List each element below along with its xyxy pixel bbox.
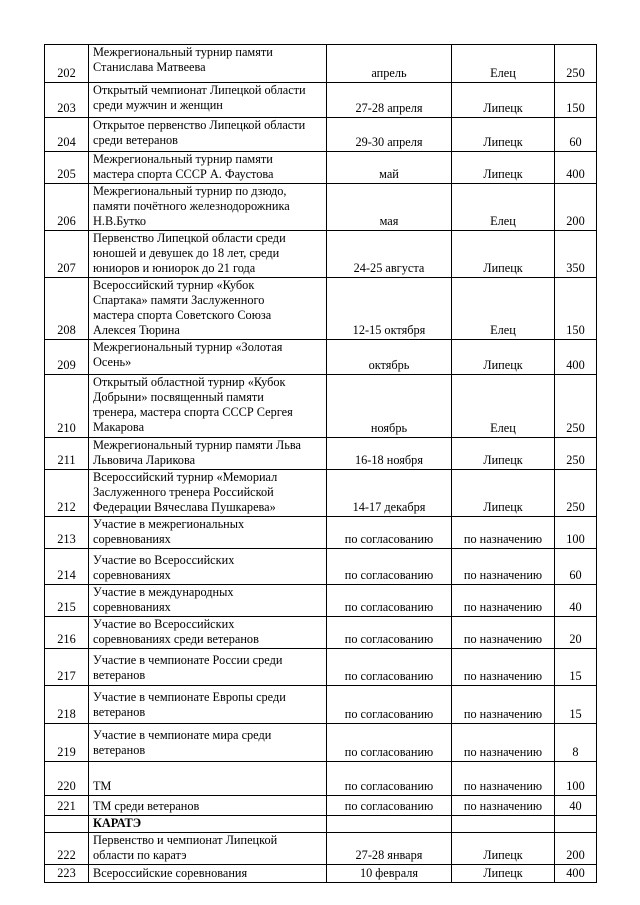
row-number-cell: 211 (45, 438, 89, 470)
event-name-cell: ТМ (89, 762, 327, 796)
row-number-cell: 212 (45, 470, 89, 517)
table-row (45, 375, 597, 438)
event-name-cell: Межрегиональный турнир по дзюдо, памяти почётного железнодорожника Н.В.Бутко (89, 184, 327, 231)
event-date-cell: по согласованию (327, 617, 452, 649)
participants-count-cell: 200 (555, 833, 597, 865)
event-place-cell (452, 816, 555, 833)
event-name-cell: Участие в чемпионате России среди ветеранов (89, 649, 327, 686)
table-row (45, 83, 597, 118)
event-date-cell: по согласованию (327, 724, 452, 762)
event-date-cell: по согласованию (327, 517, 452, 549)
row-number-cell: 205 (45, 152, 89, 184)
event-name-cell: Открытый чемпионат Липецкой области среди мужчин и женщин (89, 83, 327, 118)
event-place-cell: по назначению (452, 724, 555, 762)
event-place-cell: Липецк (452, 340, 555, 375)
event-date-cell: 10 февраля (327, 865, 452, 883)
event-name-cell: Всероссийский турнир «Кубок Спартака» памяти Заслуженного мастера спорта Советского Союза Алексея Тюрина (89, 278, 327, 340)
participants-count-cell: 250 (555, 45, 597, 83)
row-number-cell (45, 816, 89, 833)
event-date-cell: по согласованию (327, 686, 452, 724)
event-name-cell: Участие во Всероссийских соревнованиях среди ветеранов (89, 617, 327, 649)
row-number-cell: 207 (45, 231, 89, 278)
participants-count-cell: 15 (555, 686, 597, 724)
event-name-cell: Участие в международных соревнованиях (89, 585, 327, 617)
table-row (45, 549, 597, 585)
event-place-cell: Липецк (452, 118, 555, 152)
event-name-cell: Участие во Всероссийских соревнованиях (89, 549, 327, 585)
table-row (45, 517, 597, 549)
row-number-cell: 217 (45, 649, 89, 686)
event-date-cell: по согласованию (327, 796, 452, 816)
competition-schedule-table (44, 44, 597, 883)
event-name-cell: Открытое первенство Липецкой области среди ветеранов (89, 118, 327, 152)
event-place-cell: по назначению (452, 617, 555, 649)
table-row (45, 649, 597, 686)
event-date-cell: 12-15 октября (327, 278, 452, 340)
row-number-cell: 208 (45, 278, 89, 340)
event-date-cell: октябрь (327, 340, 452, 375)
table-row (45, 865, 597, 883)
event-date-cell: 27-28 апреля (327, 83, 452, 118)
row-number-cell: 216 (45, 617, 89, 649)
event-place-cell: по назначению (452, 549, 555, 585)
row-number-cell: 220 (45, 762, 89, 796)
participants-count-cell: 350 (555, 231, 597, 278)
table-row (45, 118, 597, 152)
event-place-cell: Липецк (452, 833, 555, 865)
table-row (45, 833, 597, 865)
event-name-cell: Участие в межрегиональных соревнованиях (89, 517, 327, 549)
event-place-cell: по назначению (452, 649, 555, 686)
event-name-cell: ТМ среди ветеранов (89, 796, 327, 816)
event-date-cell: по согласованию (327, 549, 452, 585)
participants-count-cell: 20 (555, 617, 597, 649)
participants-count-cell (555, 816, 597, 833)
row-number-cell: 203 (45, 83, 89, 118)
event-name-cell: Межрегиональный турнир памяти Льва Львовича Ларикова (89, 438, 327, 470)
section-header-row (45, 816, 597, 833)
row-number-cell: 222 (45, 833, 89, 865)
event-date-cell: апрель (327, 45, 452, 83)
table-row (45, 796, 597, 816)
event-place-cell: по назначению (452, 585, 555, 617)
event-place-cell: Елец (452, 375, 555, 438)
participants-count-cell: 250 (555, 438, 597, 470)
table-row (45, 152, 597, 184)
row-number-cell: 219 (45, 724, 89, 762)
table-row (45, 278, 597, 340)
row-number-cell: 214 (45, 549, 89, 585)
participants-count-cell: 60 (555, 118, 597, 152)
row-number-cell: 223 (45, 865, 89, 883)
event-name-cell: Всероссийские соревнования (89, 865, 327, 883)
event-name-cell: Участие в чемпионате мира среди ветеранов (89, 724, 327, 762)
event-date-cell: ноябрь (327, 375, 452, 438)
table-row (45, 45, 597, 83)
event-date-cell: по согласованию (327, 762, 452, 796)
participants-count-cell: 200 (555, 184, 597, 231)
event-name-cell: Межрегиональный турнир «Золотая Осень» (89, 340, 327, 375)
event-date-cell: по согласованию (327, 649, 452, 686)
participants-count-cell: 150 (555, 278, 597, 340)
event-place-cell: Елец (452, 45, 555, 83)
event-place-cell: по назначению (452, 517, 555, 549)
participants-count-cell: 250 (555, 375, 597, 438)
row-number-cell: 218 (45, 686, 89, 724)
event-name-cell: Всероссийский турнир «Мемориал Заслуженного тренера Российской Федерации Вячеслава Пушкарева» (89, 470, 327, 517)
event-date-cell: 27-28 января (327, 833, 452, 865)
participants-count-cell: 40 (555, 585, 597, 617)
event-date-cell (327, 816, 452, 833)
event-place-cell: Елец (452, 278, 555, 340)
table-row (45, 438, 597, 470)
event-date-cell: по согласованию (327, 585, 452, 617)
table-row (45, 470, 597, 517)
event-name-cell: Первенство Липецкой области среди юношей и девушек до 18 лет, среди юниоров и юниорок до 21 года (89, 231, 327, 278)
event-place-cell: по назначению (452, 796, 555, 816)
participants-count-cell: 100 (555, 517, 597, 549)
table-row (45, 585, 597, 617)
event-place-cell: Липецк (452, 470, 555, 517)
row-number-cell: 215 (45, 585, 89, 617)
event-place-cell: Елец (452, 184, 555, 231)
event-name-cell: Первенство и чемпионат Липецкой области по каратэ (89, 833, 327, 865)
event-place-cell: Липецк (452, 83, 555, 118)
event-place-cell: Липецк (452, 438, 555, 470)
table-row (45, 686, 597, 724)
event-date-cell: 29-30 апреля (327, 118, 452, 152)
event-place-cell: Липецк (452, 231, 555, 278)
table-row (45, 184, 597, 231)
event-date-cell: 16-18 ноября (327, 438, 452, 470)
event-name-cell: Межрегиональный турнир памяти Станислава Матвеева (89, 45, 327, 83)
table-row (45, 724, 597, 762)
row-number-cell: 206 (45, 184, 89, 231)
event-place-cell: по назначению (452, 686, 555, 724)
participants-count-cell: 400 (555, 340, 597, 375)
event-name-cell: Участие в чемпионате Европы среди ветеранов (89, 686, 327, 724)
participants-count-cell: 8 (555, 724, 597, 762)
event-name-cell: КАРАТЭ (89, 816, 327, 833)
table-row (45, 762, 597, 796)
row-number-cell: 221 (45, 796, 89, 816)
row-number-cell: 204 (45, 118, 89, 152)
participants-count-cell: 250 (555, 470, 597, 517)
participants-count-cell: 100 (555, 762, 597, 796)
participants-count-cell: 40 (555, 796, 597, 816)
participants-count-cell: 400 (555, 865, 597, 883)
row-number-cell: 209 (45, 340, 89, 375)
event-name-cell: Открытый областной турнир «Кубок Добрыни» посвященный памяти тренера, мастера спорта СССР Сергея Макарова (89, 375, 327, 438)
participants-count-cell: 150 (555, 83, 597, 118)
table-row (45, 617, 597, 649)
participants-count-cell: 60 (555, 549, 597, 585)
event-date-cell: 24-25 августа (327, 231, 452, 278)
schedule-table-body (45, 45, 597, 883)
table-row (45, 231, 597, 278)
participants-count-cell: 400 (555, 152, 597, 184)
row-number-cell: 202 (45, 45, 89, 83)
event-place-cell: по назначению (452, 762, 555, 796)
participants-count-cell: 15 (555, 649, 597, 686)
event-date-cell: мая (327, 184, 452, 231)
row-number-cell: 213 (45, 517, 89, 549)
event-date-cell: 14-17 декабря (327, 470, 452, 517)
event-place-cell: Липецк (452, 152, 555, 184)
row-number-cell: 210 (45, 375, 89, 438)
event-name-cell: Межрегиональный турнир памяти мастера спорта СССР А. Фаустова (89, 152, 327, 184)
table-row (45, 340, 597, 375)
event-place-cell: Липецк (452, 865, 555, 883)
event-date-cell: май (327, 152, 452, 184)
